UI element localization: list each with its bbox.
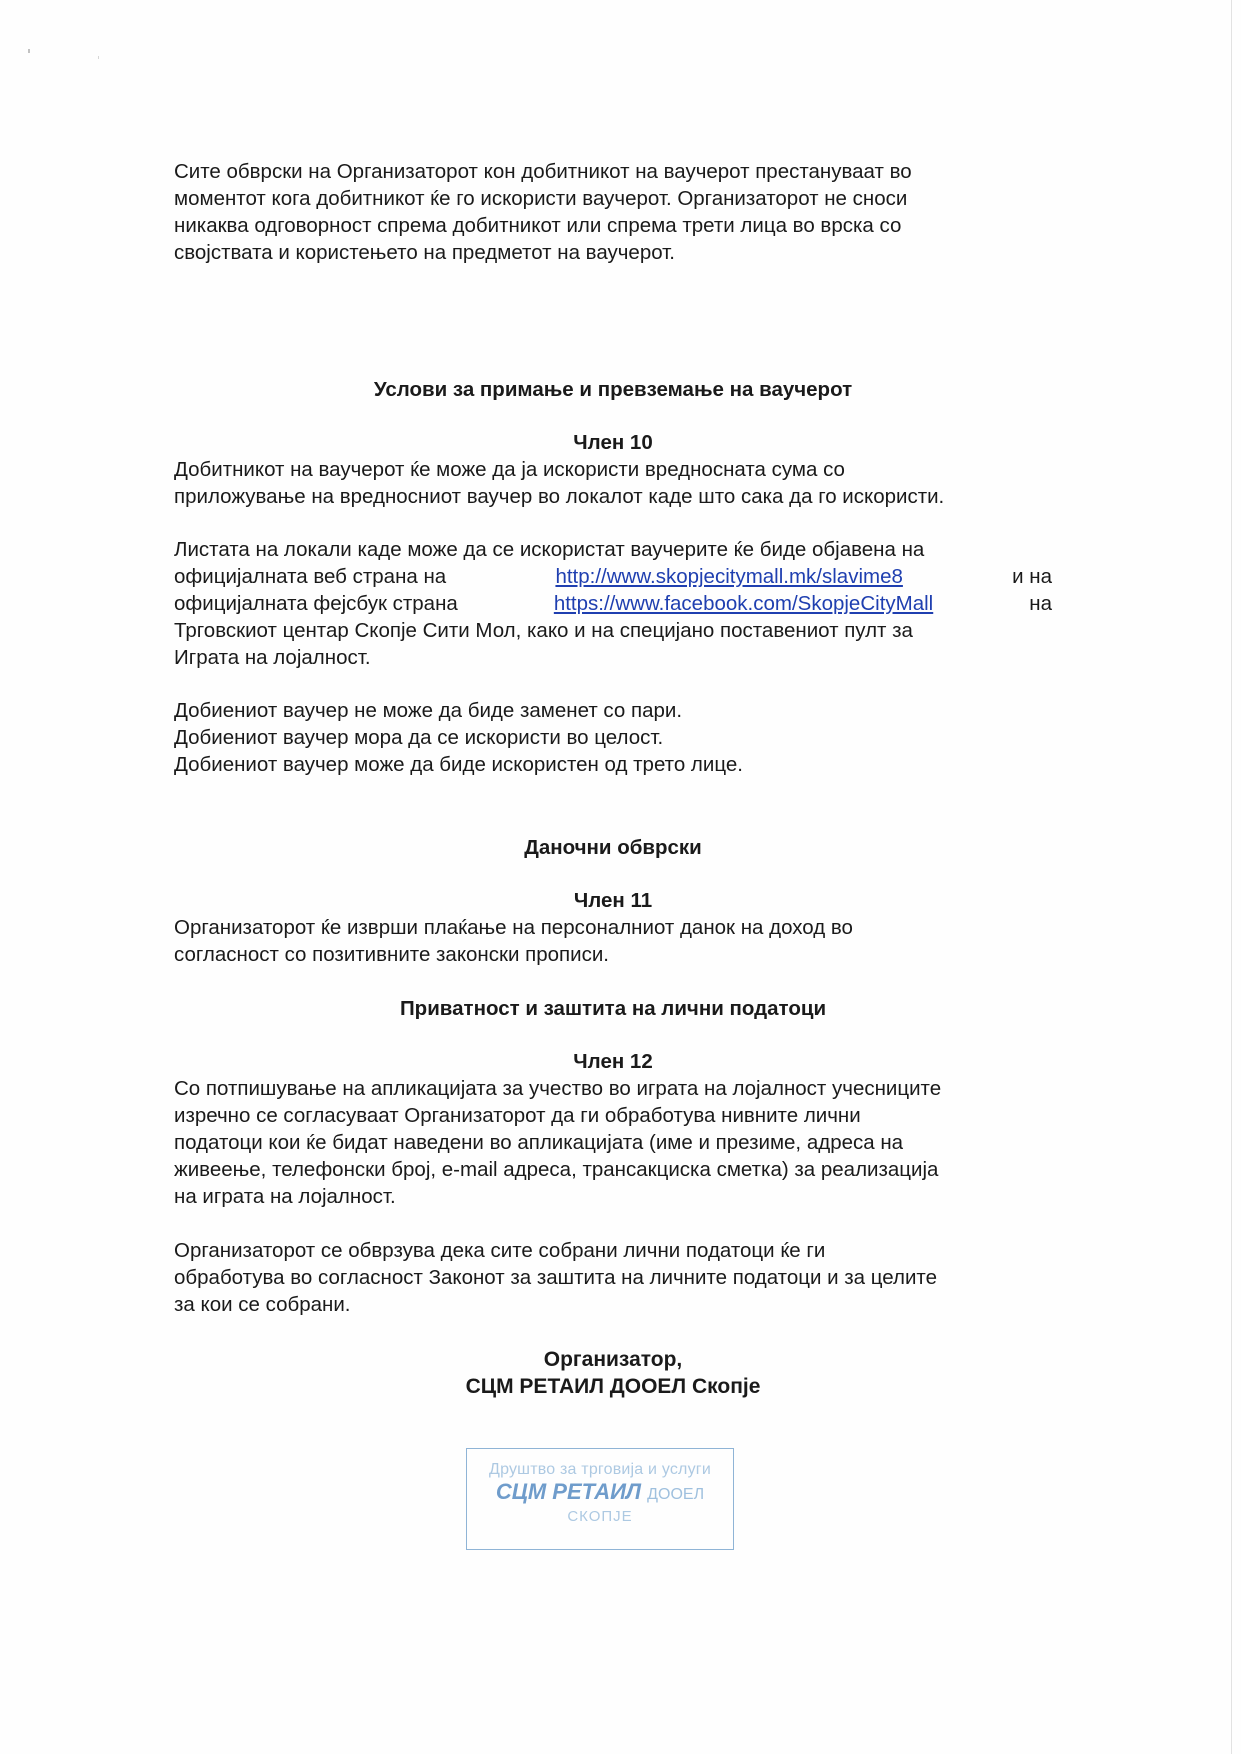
text-segment: официјалната веб страна на	[174, 565, 447, 588]
stamp-brand-suffix: ДООЕЛ	[647, 1486, 705, 1503]
text-segment: официјалната фејсбук страна	[174, 592, 458, 615]
section-title-voucher-conditions: Услови за примање и превземање на ваучерот	[373, 378, 853, 401]
paragraph-line-with-web-link	[174, 563, 1052, 590]
paragraph-line: никаква одговорност спрема добитникот или спрема трети лица во врска со	[174, 214, 902, 237]
article-10-paragraph-2	[174, 536, 1052, 671]
paragraph-line: Сите обврски на Организаторот кон добитникот на ваучерот престануваат во	[174, 160, 912, 183]
paragraph-line: Добитникот на ваучерот ќе може да ја искористи вредносната сума со	[174, 458, 845, 481]
facebook-link[interactable]: https://www.facebook.com/SkopjeCityMall	[553, 592, 934, 615]
paragraph-line: Трговскиот центар Скопје Сити Мол, како и на специјано поставениот пулт за	[174, 619, 913, 642]
signature-block	[174, 1346, 1052, 1400]
rule-line: Добиениот ваучер мора да се искористи во целост.	[174, 726, 664, 749]
voucher-rules-list	[174, 697, 1052, 778]
stamp-brand: СЦМ РЕТАИЛ	[495, 1479, 642, 1504]
paragraph-line: Организаторот ќе изврши плаќање на персоналниот данок на доход во	[174, 916, 853, 939]
paragraph-line: приложување на вредносниот ваучер во локалот каде што сака да го искористи.	[174, 485, 945, 508]
paragraph-line: изречно се согласуваат Организаторот да ги обработува нивните лични	[174, 1104, 861, 1127]
paragraph-line: обработува во согласност Законот за заштита на личните податоци и за целите	[174, 1266, 937, 1289]
scan-edge-line	[1231, 0, 1232, 1754]
paragraph-line: Играта на лојалност.	[174, 646, 371, 669]
rule-line: Добиениот ваучер не може да биде заменет со пари.	[174, 699, 683, 722]
stamp-line-2	[467, 1480, 733, 1507]
paragraph-line: моментот кога добитникот ќе го искористи ваучерот. Организаторот не сноси	[174, 187, 908, 210]
paragraph-line: живеење, телефонски број, e-mail адреса, трансакциска сметка) за реализација	[174, 1158, 939, 1181]
paragraph-line: Со потпишување на апликацијата за учество во играта на лојалност учесниците	[174, 1077, 942, 1100]
signature-role: Организатор,	[543, 1348, 683, 1371]
article-10-paragraph-1	[174, 456, 1052, 510]
paragraph-line: Листата на локали каде може да се искористат ваучерите ќе биде објавена на	[174, 538, 925, 561]
article-12-paragraph-1	[174, 1075, 1052, 1210]
company-stamp	[466, 1448, 734, 1550]
article-heading-12: Член 12	[573, 1050, 653, 1073]
article-heading-11: Член 11	[573, 889, 653, 912]
intro-paragraph	[174, 158, 1052, 266]
paragraph-line: за кои се собрани.	[174, 1293, 351, 1316]
article-12-paragraph-2	[174, 1237, 1052, 1318]
paragraph-line: на играта на лојалност.	[174, 1185, 396, 1208]
text-segment: на	[1029, 592, 1052, 615]
text-segment: и на	[1012, 565, 1052, 588]
paragraph-line: Организаторот се обврзува дека сите собрани лични податоци ќе ги	[174, 1239, 826, 1262]
scan-speck	[28, 49, 30, 53]
paragraph-line: податоци кои ќе бидат наведени во апликацијата (име и презиме, адреса на	[174, 1131, 904, 1154]
paragraph-line: согласност со позитивните законски прописи.	[174, 943, 609, 966]
signature-company: СЦМ РЕТАИЛ ДООЕЛ Скопје	[465, 1375, 761, 1398]
section-title-privacy: Приватност и заштита на лични податоци	[399, 997, 827, 1020]
paragraph-line-with-facebook-link	[174, 590, 1052, 617]
article-11-paragraph	[174, 914, 1052, 968]
scan-speck	[98, 56, 99, 59]
section-title-tax-obligations: Даночни обврски	[524, 836, 702, 859]
stamp-line-3: СКОПЈЕ	[567, 1508, 633, 1525]
article-heading-10: Член 10	[573, 431, 653, 454]
stamp-line-1: Друштво за трговија и услуги	[489, 1461, 711, 1478]
paragraph-line: својствата и користењето на предметот на ваучерот.	[174, 241, 675, 264]
rule-line: Добиениот ваучер може да биде искористен од трето лице.	[174, 753, 743, 776]
website-link[interactable]: http://www.skopjecitymall.mk/slavime8	[555, 565, 903, 588]
